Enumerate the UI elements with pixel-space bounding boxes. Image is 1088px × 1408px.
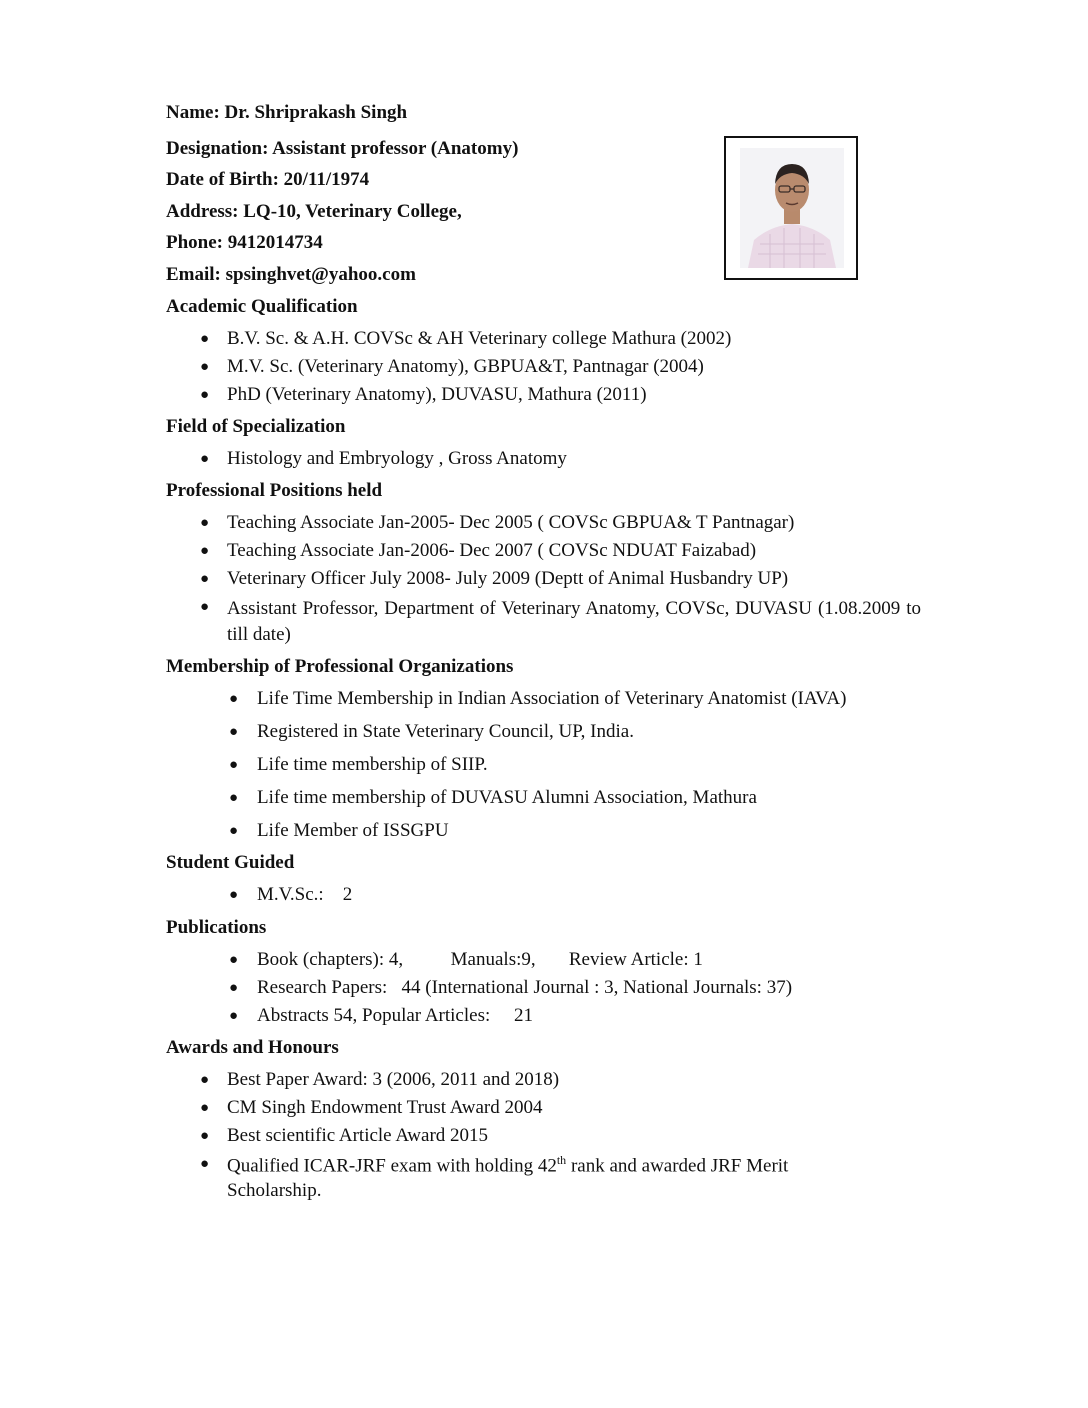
phone-line: Phone: 9412014734: [166, 232, 323, 253]
list-item-jrf-continued: Scholarship.: [227, 1180, 322, 1201]
bullet-icon: ●: [200, 571, 210, 587]
list-item: Registered in State Veterinary Council, UP, India.: [257, 721, 634, 742]
list-item: Abstracts 54, Popular Articles: 21: [257, 1005, 533, 1026]
list-item: Teaching Associate Jan-2005- Dec 2005 ( COVSc GBPUA& T Pantnagar): [227, 512, 795, 533]
bullet-icon: ●: [200, 543, 210, 559]
bullet-icon: ●: [200, 331, 210, 347]
dob-line: Date of Birth: 20/11/1974: [166, 169, 370, 190]
bullet-icon: ●: [200, 1128, 210, 1144]
list-item: Life Time Membership in Indian Association of Veterinary Anatomist (IAVA): [257, 688, 847, 709]
section-heading-positions: Professional Positions held: [166, 480, 383, 501]
jrf-ordinal-suffix: th: [556, 1153, 567, 1167]
bullet-icon: ●: [229, 980, 239, 996]
list-item: Best Paper Award: 3 (2006, 2011 and 2018): [227, 1069, 560, 1090]
list-item: Book (chapters): 4, Manuals:9, Review Article: 1: [257, 949, 703, 970]
section-heading-academic: Academic Qualification: [166, 296, 358, 317]
bullet-icon: ●: [200, 359, 210, 375]
list-item: PhD (Veterinary Anatomy), DUVASU, Mathura (2011): [227, 384, 647, 405]
email-line: Email: spsinghvet@yahoo.com: [166, 264, 416, 285]
profile-photo: [724, 136, 858, 280]
bullet-icon: ●: [200, 599, 210, 615]
list-item: Teaching Associate Jan-2006- Dec 2007 ( COVSc NDUAT Faizabad): [227, 540, 757, 561]
bullet-icon: ●: [200, 451, 210, 467]
section-heading-membership: Membership of Professional Organizations: [166, 656, 514, 677]
section-heading-publications: Publications: [166, 917, 267, 938]
bullet-icon: ●: [229, 887, 239, 903]
list-item: M.V.Sc.: 2: [257, 884, 353, 905]
address-line: Address: LQ-10, Veterinary College,: [166, 201, 462, 222]
name-line: Name: Dr. Shriprakash Singh: [166, 102, 408, 123]
list-item: Veterinary Officer July 2008- July 2009 (Deptt of Animal Husbandry UP): [227, 568, 789, 589]
list-item: B.V. Sc. & A.H. COVSc & AH Veterinary college Mathura (2002): [227, 328, 732, 349]
list-item: Life time membership of SIIP.: [257, 754, 488, 775]
list-item: Life Member of ISSGPU: [257, 820, 449, 841]
designation-line: Designation: Assistant professor (Anatomy): [166, 138, 519, 159]
bullet-icon: ●: [229, 691, 239, 707]
bullet-icon: ●: [229, 790, 239, 806]
list-item: Best scientific Article Award 2015: [227, 1125, 489, 1146]
person-photo-icon: [740, 148, 844, 268]
bullet-icon: ●: [229, 757, 239, 773]
jrf-text-post: rank and awarded JRF Merit: [566, 1155, 789, 1177]
bullet-icon: ●: [200, 515, 210, 531]
bullet-icon: ●: [229, 823, 239, 839]
jrf-text-pre: Qualified ICAR-JRF exam with holding 42: [227, 1155, 557, 1177]
list-item: Assistant Professor, Department of Veterinary Anatomy, COVSc, DUVASU (1.08.2009 to till date): [227, 598, 921, 645]
list-item: CM Singh Endowment Trust Award 2004: [227, 1097, 543, 1118]
list-item-jrf: [227, 1153, 788, 1177]
bullet-icon: ●: [229, 724, 239, 740]
bullet-icon: ●: [200, 387, 210, 403]
list-item: Life time membership of DUVASU Alumni Association, Mathura: [257, 787, 757, 808]
bullet-icon: ●: [229, 952, 239, 968]
bullet-icon: ●: [200, 1100, 210, 1116]
section-heading-students: Student Guided: [166, 852, 295, 873]
section-heading-awards: Awards and Honours: [166, 1037, 339, 1058]
section-heading-specialization: Field of Specialization: [166, 416, 346, 437]
list-item: M.V. Sc. (Veterinary Anatomy), GBPUA&T, Pantnagar (2004): [227, 356, 704, 377]
bullet-icon: ●: [200, 1156, 210, 1172]
bullet-icon: ●: [200, 1072, 210, 1088]
list-item: Research Papers: 44 (International Journal : 3, National Journals: 37): [257, 977, 793, 998]
bullet-icon: ●: [229, 1008, 239, 1024]
list-item: Histology and Embryology , Gross Anatomy: [227, 448, 567, 469]
